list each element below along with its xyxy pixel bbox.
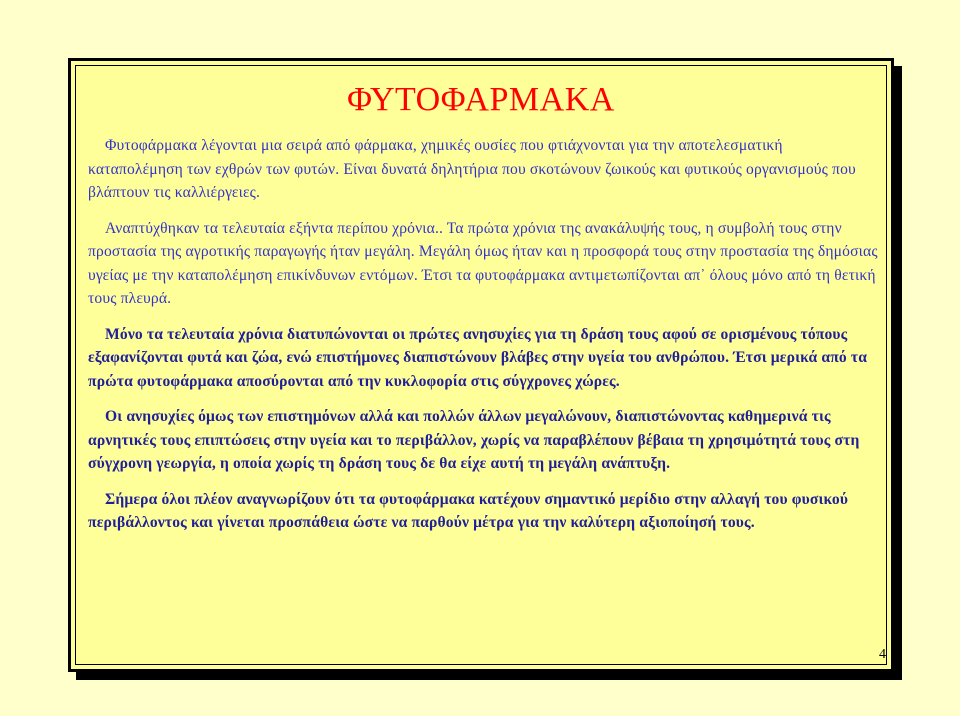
paragraph-definition: Φυτοφάρμακα λέγονται μια σειρά από φάρμακα, χημικές ουσίες που φτιάχνονται για την αποτελεσματική καταπολέμηση των εχθρών των φυτών. Είναι δυνατά δηλητήρια που σκοτώνουν ζωικούς και φυτικούς οργανισμούς που βλάπτουν τις καλλιέργειες. — [88, 137, 856, 201]
paragraph-scientists: Οι ανησυχίες όμως των επιστημόνων αλλά και πολλών άλλων μεγαλώνουν, διαπιστώνοντας καθημερινά τις αρνητικές τους επιπτώσεις στην υγεία και το περιβάλλον, χωρίς να παραβλέπουν βέβαια τη χρησιμότητά τους στη σύγχρονη γεωργία, η οποία χωρίς τη δράση τους δε θα είχε αυτή τη μεγάλη ανάπτυξη. — [88, 408, 860, 472]
body-text — [88, 134, 878, 547]
page-number: 4 — [879, 647, 886, 662]
paragraph-history: Αναπτύχθηκαν τα τελευταία εξήντα περίπου χρόνια.. Τα πρώτα χρόνια της ανακάλυψής τους, η συμβολή τους στην προστασία της αγροτικής παραγωγής ήταν μεγάλη. Μεγάλη όμως ήταν και η προσφορά τους στην προστασία της δημόσιας υγείας με την καταπολέμηση επικίνδυνων εντόμων. Έτσι τα φυτοφάρμακα αντιμετωπίζονται απ᾽ όλους μόνο από τη θετική τους πλευρά. — [88, 219, 878, 307]
paragraph-today: Σήμερα όλοι πλέον αναγνωρίζουν ότι τα φυτοφάρμακα κατέχουν σημαντικό μερίδιο στην αλλαγή του φυσικού περιβάλλοντος και γίνεται προσπάθεια ώστε να παρθούν μέτρα για την καλύτερη αξιοποίησή τους. — [88, 490, 849, 531]
content-panel — [68, 58, 894, 672]
paragraph-concerns: Μόνο τα τελευταία χρόνια διατυπώνονται οι πρώτες ανησυχίες για τη δράση τους αφού σε ορισμένους τόπους εξαφανίζονται φυτά και ζώα, ενώ επιστήμονες διαπιστώνουν βλάβες στην υγεία του ανθρώπου. Έτσι μερικά από τα πρώτα φυτοφάρμακα αποσύρονται από την κυκλοφορία στις σύγχρονες χώρες. — [88, 325, 868, 390]
page-title: ΦΥΤΟΦΑΡΜΑΚΑ — [347, 81, 615, 118]
content-panel-inner-border — [75, 65, 887, 665]
